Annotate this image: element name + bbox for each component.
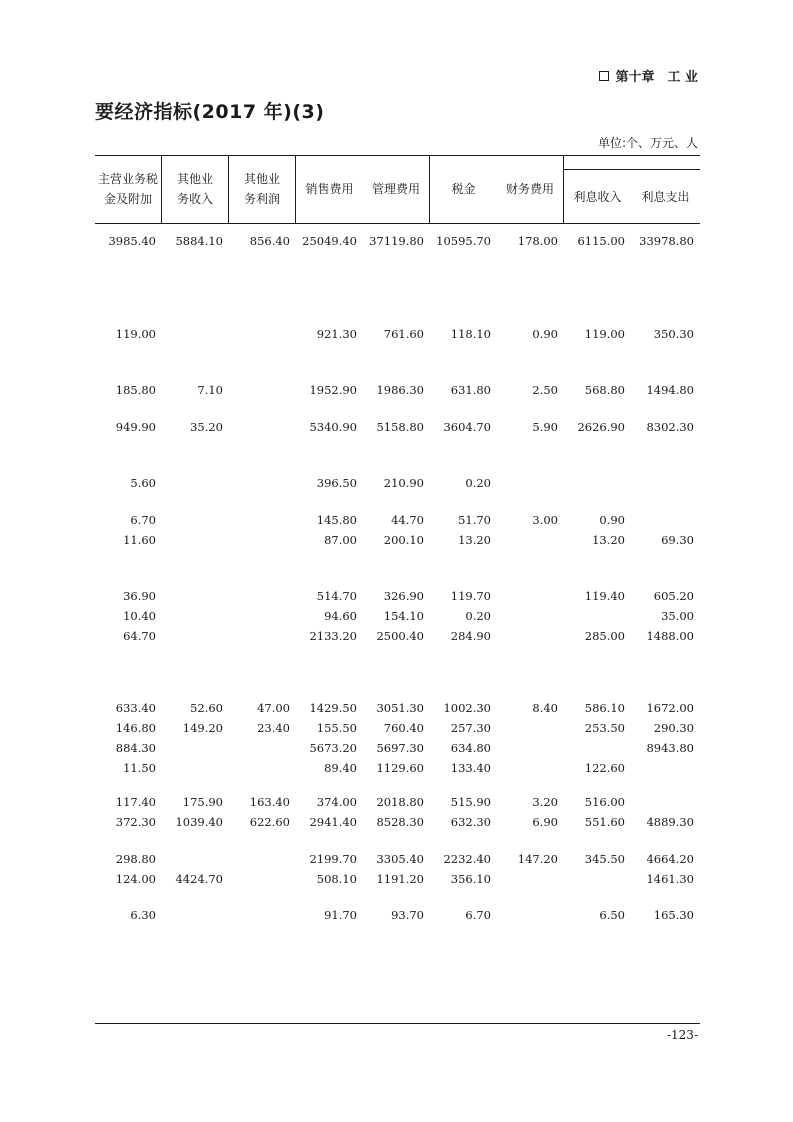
table-cell: 290.30 bbox=[653, 721, 694, 735]
table-cell: 761.60 bbox=[383, 327, 424, 341]
table-cell: 345.50 bbox=[584, 852, 625, 866]
table-cell: 117.40 bbox=[115, 795, 156, 809]
table-cell: 11.60 bbox=[123, 533, 156, 547]
table-cell: 4664.20 bbox=[646, 852, 694, 866]
table-cell: 949.90 bbox=[115, 420, 156, 434]
table-cell bbox=[564, 607, 631, 625]
table-cell bbox=[497, 906, 564, 924]
table-cell: 326.90 bbox=[383, 589, 424, 603]
table-cell: 374.00 bbox=[316, 795, 357, 809]
table-cell: 1461.30 bbox=[646, 872, 694, 886]
table-cell: 69.30 bbox=[661, 533, 694, 547]
table-cell bbox=[564, 870, 631, 888]
table-cell bbox=[229, 474, 296, 492]
table-cell: 133.40 bbox=[450, 761, 491, 775]
table-cell: 200.10 bbox=[383, 533, 424, 547]
table-cell: 284.90 bbox=[450, 629, 491, 643]
table-cell: 3051.30 bbox=[376, 701, 424, 715]
table-row bbox=[95, 719, 700, 737]
table-cell bbox=[162, 759, 229, 777]
table-cell: 760.40 bbox=[383, 721, 424, 735]
square-bullet-icon bbox=[599, 71, 609, 81]
table-cell: 396.50 bbox=[316, 476, 357, 490]
table-cell: 8528.30 bbox=[376, 815, 424, 829]
table-cell bbox=[229, 850, 296, 868]
table-cell bbox=[229, 418, 296, 436]
table-cell: 372.30 bbox=[115, 815, 156, 829]
table-cell bbox=[229, 607, 296, 625]
table-cell bbox=[229, 627, 296, 645]
page-number: -123- bbox=[666, 1028, 698, 1042]
table-cell bbox=[631, 474, 700, 492]
table-cell: 5.60 bbox=[130, 476, 156, 490]
table-cell: 0.90 bbox=[599, 513, 625, 527]
table-row bbox=[95, 906, 700, 924]
table-cell: 2133.20 bbox=[309, 629, 357, 643]
table-cell bbox=[631, 511, 700, 529]
table-cell bbox=[497, 719, 564, 737]
column-header: 主营业务税 金及附加 bbox=[95, 155, 162, 223]
table-cell: 884.30 bbox=[115, 741, 156, 755]
table-cell bbox=[229, 511, 296, 529]
table-cell: 149.20 bbox=[182, 721, 223, 735]
table-cell: 119.70 bbox=[450, 589, 491, 603]
table-cell bbox=[229, 325, 296, 343]
table-cell: 8.40 bbox=[532, 701, 558, 715]
table-cell: 631.80 bbox=[450, 383, 491, 397]
table-row bbox=[95, 587, 700, 605]
table-cell bbox=[162, 325, 229, 343]
table-cell: 8943.80 bbox=[646, 741, 694, 755]
column-header: 销售费用 bbox=[305, 182, 354, 196]
table-cell bbox=[497, 870, 564, 888]
table-cell: 0.20 bbox=[465, 609, 491, 623]
table-cell: 11.50 bbox=[123, 761, 156, 775]
table-cell: 1191.20 bbox=[376, 872, 424, 886]
table-cell: 163.40 bbox=[249, 795, 290, 809]
table-cell: 175.90 bbox=[182, 795, 223, 809]
table-row bbox=[95, 325, 700, 343]
table-cell bbox=[497, 627, 564, 645]
table-cell: 13.20 bbox=[458, 533, 491, 547]
chapter-label: 第十章 工 业 bbox=[615, 70, 698, 85]
table-row bbox=[95, 381, 700, 399]
table-cell: 2232.40 bbox=[443, 852, 491, 866]
table-row bbox=[95, 418, 700, 436]
table-cell bbox=[162, 607, 229, 625]
table-cell: 856.40 bbox=[249, 234, 290, 248]
table-cell: 122.60 bbox=[584, 761, 625, 775]
table-row bbox=[95, 531, 700, 549]
table-cell: 6.70 bbox=[465, 908, 491, 922]
table-cell bbox=[229, 739, 296, 757]
table-cell bbox=[162, 587, 229, 605]
table-cell: 6.70 bbox=[130, 513, 156, 527]
table-row bbox=[95, 232, 700, 250]
table-row bbox=[95, 850, 700, 868]
page-title: 要经济指标(2017 年)(3) bbox=[95, 101, 325, 123]
table-cell bbox=[229, 870, 296, 888]
table-cell: 124.00 bbox=[115, 872, 156, 886]
table-cell: 3305.40 bbox=[376, 852, 424, 866]
table-cell: 10595.70 bbox=[436, 234, 491, 248]
table-cell: 23.40 bbox=[257, 721, 290, 735]
table-row bbox=[95, 870, 700, 888]
column-header: 利息收入 bbox=[564, 169, 631, 223]
table-cell: 119.40 bbox=[584, 589, 625, 603]
table-cell bbox=[229, 759, 296, 777]
table-cell bbox=[162, 474, 229, 492]
column-header: 其他业 务利润 bbox=[229, 155, 296, 223]
table-cell: 568.80 bbox=[584, 383, 625, 397]
table-cell: 6.90 bbox=[532, 815, 558, 829]
table-cell bbox=[564, 474, 631, 492]
unit-note: 单位:个、万元、人 bbox=[597, 136, 698, 150]
table-cell bbox=[162, 906, 229, 924]
table-cell: 0.20 bbox=[465, 476, 491, 490]
table-cell: 119.00 bbox=[115, 327, 156, 341]
table-cell: 253.50 bbox=[584, 721, 625, 735]
table-cell bbox=[497, 759, 564, 777]
table-cell bbox=[162, 739, 229, 757]
table-cell: 0.90 bbox=[532, 327, 558, 341]
table-row bbox=[95, 474, 700, 492]
table-cell: 64.70 bbox=[123, 629, 156, 643]
table-cell: 2941.40 bbox=[309, 815, 357, 829]
table-cell: 285.00 bbox=[584, 629, 625, 643]
table-cell: 1672.00 bbox=[646, 701, 694, 715]
table-cell: 87.00 bbox=[324, 533, 357, 547]
table-cell: 145.80 bbox=[316, 513, 357, 527]
table-cell: 155.50 bbox=[316, 721, 357, 735]
table-cell: 1129.60 bbox=[376, 761, 424, 775]
table-cell: 6.30 bbox=[130, 908, 156, 922]
table-cell: 5884.10 bbox=[175, 234, 223, 248]
table-cell: 3.20 bbox=[532, 795, 558, 809]
table-cell: 1952.90 bbox=[309, 383, 357, 397]
table-cell: 3985.40 bbox=[108, 234, 156, 248]
table-cell: 52.60 bbox=[190, 701, 223, 715]
table-cell: 2.50 bbox=[532, 383, 558, 397]
column-header: 利息支出 bbox=[631, 169, 700, 223]
table-cell: 1488.00 bbox=[646, 629, 694, 643]
table-cell: 2626.90 bbox=[577, 420, 625, 434]
table-cell bbox=[631, 793, 700, 811]
table-cell: 516.00 bbox=[584, 795, 625, 809]
table-cell: 5673.20 bbox=[309, 741, 357, 755]
table-cell: 1429.50 bbox=[309, 701, 357, 715]
table-cell: 5.90 bbox=[532, 420, 558, 434]
table-cell: 25049.40 bbox=[302, 234, 357, 248]
table-cell: 551.60 bbox=[584, 815, 625, 829]
table-cell bbox=[229, 587, 296, 605]
column-header: 其他业 务收入 bbox=[162, 155, 229, 223]
table-cell: 633.40 bbox=[115, 701, 156, 715]
table-cell: 634.80 bbox=[450, 741, 491, 755]
table-cell: 508.10 bbox=[316, 872, 357, 886]
table-row bbox=[95, 699, 700, 717]
table-cell: 5340.90 bbox=[309, 420, 357, 434]
table-cell: 350.30 bbox=[653, 327, 694, 341]
table-cell: 185.80 bbox=[115, 383, 156, 397]
table-cell: 118.10 bbox=[450, 327, 491, 341]
table-cell: 605.20 bbox=[653, 589, 694, 603]
table-cell bbox=[497, 587, 564, 605]
table-cell: 1494.80 bbox=[646, 383, 694, 397]
table-cell: 91.70 bbox=[324, 908, 357, 922]
table-cell: 2199.70 bbox=[309, 852, 357, 866]
table-cell: 1002.30 bbox=[443, 701, 491, 715]
table-row bbox=[95, 607, 700, 625]
table-cell: 146.80 bbox=[115, 721, 156, 735]
table-cell: 13.20 bbox=[592, 533, 625, 547]
table-cell bbox=[564, 739, 631, 757]
table-cell: 1986.30 bbox=[376, 383, 424, 397]
table-cell: 356.10 bbox=[450, 872, 491, 886]
table-cell bbox=[631, 759, 700, 777]
table-cell: 210.90 bbox=[383, 476, 424, 490]
table-cell: 119.00 bbox=[584, 327, 625, 341]
table-cell bbox=[229, 381, 296, 399]
table-cell: 514.70 bbox=[316, 589, 357, 603]
table-cell bbox=[162, 531, 229, 549]
column-header: 管理费用 bbox=[363, 155, 430, 223]
table-cell: 154.10 bbox=[383, 609, 424, 623]
table-cell: 7.10 bbox=[197, 383, 223, 397]
table-cell bbox=[497, 607, 564, 625]
table-cell: 622.60 bbox=[249, 815, 290, 829]
table-cell: 6115.00 bbox=[577, 234, 625, 248]
table-cell bbox=[162, 850, 229, 868]
table-cell: 44.70 bbox=[391, 513, 424, 527]
table-row bbox=[95, 627, 700, 645]
chapter-heading bbox=[599, 66, 698, 85]
table-cell: 165.30 bbox=[653, 908, 694, 922]
table-row bbox=[95, 759, 700, 777]
column-header: 税金 bbox=[451, 182, 476, 196]
column-header: 财务费用 bbox=[497, 155, 564, 223]
table-cell: 921.30 bbox=[316, 327, 357, 341]
table-cell: 1039.40 bbox=[175, 815, 223, 829]
table-cell: 4889.30 bbox=[646, 815, 694, 829]
table-cell: 586.10 bbox=[584, 701, 625, 715]
table-cell: 257.30 bbox=[450, 721, 491, 735]
table-cell bbox=[162, 511, 229, 529]
table-cell: 94.60 bbox=[324, 609, 357, 623]
table-cell: 3604.70 bbox=[443, 420, 491, 434]
table-cell: 5697.30 bbox=[376, 741, 424, 755]
table-cell: 35.20 bbox=[190, 420, 223, 434]
table-cell bbox=[229, 906, 296, 924]
table-cell: 89.40 bbox=[324, 761, 357, 775]
table-row bbox=[95, 813, 700, 831]
table-cell bbox=[497, 474, 564, 492]
table-row bbox=[95, 739, 700, 757]
table-cell: 93.70 bbox=[391, 908, 424, 922]
table-cell: 178.00 bbox=[517, 234, 558, 248]
table-cell: 47.00 bbox=[257, 701, 290, 715]
table-cell: 298.80 bbox=[115, 852, 156, 866]
table-cell: 6.50 bbox=[599, 908, 625, 922]
table-cell: 33978.80 bbox=[639, 234, 694, 248]
footer-rule bbox=[95, 1023, 700, 1024]
table-cell: 2018.80 bbox=[376, 795, 424, 809]
table-cell: 35.00 bbox=[661, 609, 694, 623]
table-cell: 515.90 bbox=[450, 795, 491, 809]
table-cell bbox=[229, 531, 296, 549]
table-cell: 3.00 bbox=[532, 513, 558, 527]
table-cell: 10.40 bbox=[123, 609, 156, 623]
table-cell: 51.70 bbox=[458, 513, 491, 527]
table-cell bbox=[497, 739, 564, 757]
table-cell: 4424.70 bbox=[175, 872, 223, 886]
table-cell: 2500.40 bbox=[376, 629, 424, 643]
table-cell: 37119.80 bbox=[369, 234, 424, 248]
table-cell: 147.20 bbox=[517, 852, 558, 866]
table-cell: 8302.30 bbox=[646, 420, 694, 434]
table-row bbox=[95, 511, 700, 529]
table-header bbox=[95, 155, 700, 224]
table-row bbox=[95, 793, 700, 811]
table-cell: 5158.80 bbox=[376, 420, 424, 434]
table-cell: 36.90 bbox=[123, 589, 156, 603]
table-cell: 632.30 bbox=[450, 815, 491, 829]
table-cell bbox=[162, 627, 229, 645]
table-cell bbox=[497, 531, 564, 549]
